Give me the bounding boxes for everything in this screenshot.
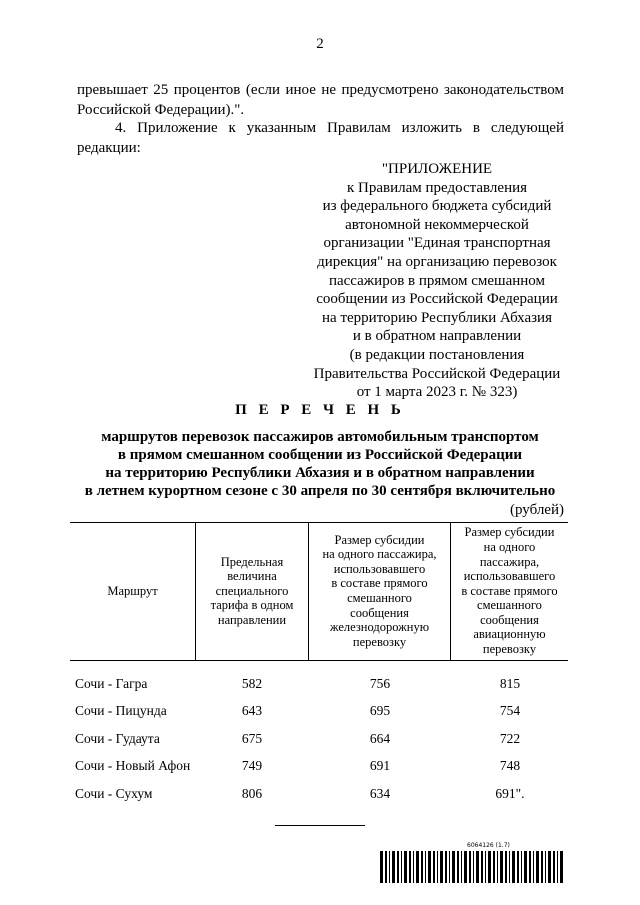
header-air-subsidy — [451, 522, 568, 660]
currency-unit: (рублей) — [509, 502, 564, 518]
header-route-label: Маршрут — [107, 583, 158, 598]
list-title: П Е Р Е Ч Е Н Ь — [235, 402, 405, 418]
header-line: направлении — [217, 612, 287, 627]
subtitle-line: в летнем курортном сезоне с 30 апреля по 30 сентября включительно — [84, 483, 556, 499]
appendix-line: на территорию Республики Абхазия — [322, 309, 552, 326]
header-line: сообщения — [350, 605, 409, 620]
cell-tariff: 806 — [241, 786, 263, 801]
appendix-line: к Правилам предоставления — [346, 179, 528, 196]
cell-route: Сочи - Гудаута — [75, 731, 160, 746]
footnote-separator — [275, 825, 365, 826]
paragraph-item-4-text: 4. Приложение к указанным Правилам изложить в следующей редакции: — [77, 120, 564, 156]
header-line: Размер субсидии — [464, 525, 555, 540]
header-line: сообщения — [480, 612, 539, 627]
subtitle-line: в прямом смешанном сообщении из Российской Федерации — [117, 447, 523, 463]
list-subtitle — [40, 428, 600, 500]
barcode-label: 6064126 (1.7) — [467, 842, 510, 849]
header-line: специального — [215, 583, 289, 598]
appendix-line: дирекция" на организацию перевозок — [317, 253, 557, 270]
appendix-line: организации "Единая транспортная — [323, 235, 551, 252]
appendix-line: "ПРИЛОЖЕНИЕ — [381, 161, 493, 177]
header-tariff — [196, 522, 308, 660]
appendix-line: из федерального бюджета субсидий — [322, 198, 552, 215]
cell-route: Сочи - Гагра — [75, 676, 148, 691]
header-line: в составе прямого — [331, 576, 428, 591]
page-number: 2 — [316, 36, 324, 52]
cell-tariff: 582 — [241, 676, 263, 691]
header-line: использовавшего — [463, 569, 556, 584]
table-row — [0, 786, 640, 806]
header-line: перевозку — [482, 642, 537, 657]
table-row — [0, 758, 640, 778]
header-line: авиационную — [473, 627, 546, 642]
subtitle-line: на территорию Республики Абхазия и в обратном направлении — [105, 465, 535, 481]
cell-air-subsidy: 691". — [495, 786, 525, 801]
cell-rail-subsidy: 695 — [369, 703, 391, 718]
header-line: на одного пассажира, — [322, 547, 437, 562]
cell-air-subsidy: 748 — [499, 758, 521, 773]
cell-route: Сочи - Сухум — [75, 786, 153, 801]
cell-tariff: 643 — [241, 703, 263, 718]
header-line: в составе прямого — [461, 583, 558, 598]
header-line: железнодорожную — [329, 620, 430, 635]
appendix-line: автономной некоммерческой — [345, 216, 529, 233]
header-rail-subsidy — [309, 522, 450, 660]
header-route — [70, 522, 195, 660]
appendix-line: Правительства Российской Федерации — [313, 365, 561, 382]
table-row — [0, 676, 640, 696]
paragraph-item-4 — [77, 118, 564, 158]
header-line: тарифа в одном — [210, 598, 294, 613]
cell-rail-subsidy: 664 — [369, 731, 391, 746]
table-row — [0, 703, 640, 723]
subtitle-line: маршрутов перевозок пассажиров автомобильным транспортом — [101, 429, 539, 445]
cell-air-subsidy: 815 — [499, 676, 521, 691]
cell-air-subsidy: 754 — [499, 703, 521, 718]
header-line: использовавшего — [333, 561, 426, 576]
header-line: смешанного — [477, 598, 542, 613]
header-line: перевозку — [352, 634, 407, 649]
header-line: Предельная — [220, 554, 284, 569]
appendix-line: (в редакции постановления — [349, 346, 525, 363]
cell-tariff: 675 — [241, 731, 263, 746]
cell-rail-subsidy: 756 — [369, 676, 391, 691]
table-row — [0, 731, 640, 751]
table-header-bottom-border — [70, 660, 568, 661]
cell-tariff: 749 — [241, 758, 263, 773]
cell-air-subsidy: 722 — [499, 731, 521, 746]
appendix-line: пассажиров в прямом смешанном — [328, 272, 546, 289]
appendix-line: сообщении из Российской Федерации — [316, 291, 558, 308]
appendix-line: и в обратном направлении — [352, 328, 522, 345]
header-line: на одного — [483, 539, 536, 554]
barcode-icon — [380, 851, 565, 883]
header-line: пассажира, — [479, 554, 540, 569]
header-line: Размер субсидии — [334, 532, 425, 547]
cell-route: Сочи - Пицунда — [75, 703, 167, 718]
paragraph-continuation: превышает 25 процентов (если иное не предусмотрено законодательством Российской Федерации).". — [77, 82, 564, 118]
header-line: смешанного — [347, 591, 412, 605]
appendix-line: от 1 марта 2023 г. № 323) — [356, 384, 518, 401]
header-line: величина — [227, 569, 277, 584]
cell-route: Сочи - Новый Афон — [75, 758, 191, 773]
cell-rail-subsidy: 634 — [369, 786, 391, 801]
appendix-header — [296, 160, 578, 402]
cell-rail-subsidy: 691 — [369, 758, 391, 773]
